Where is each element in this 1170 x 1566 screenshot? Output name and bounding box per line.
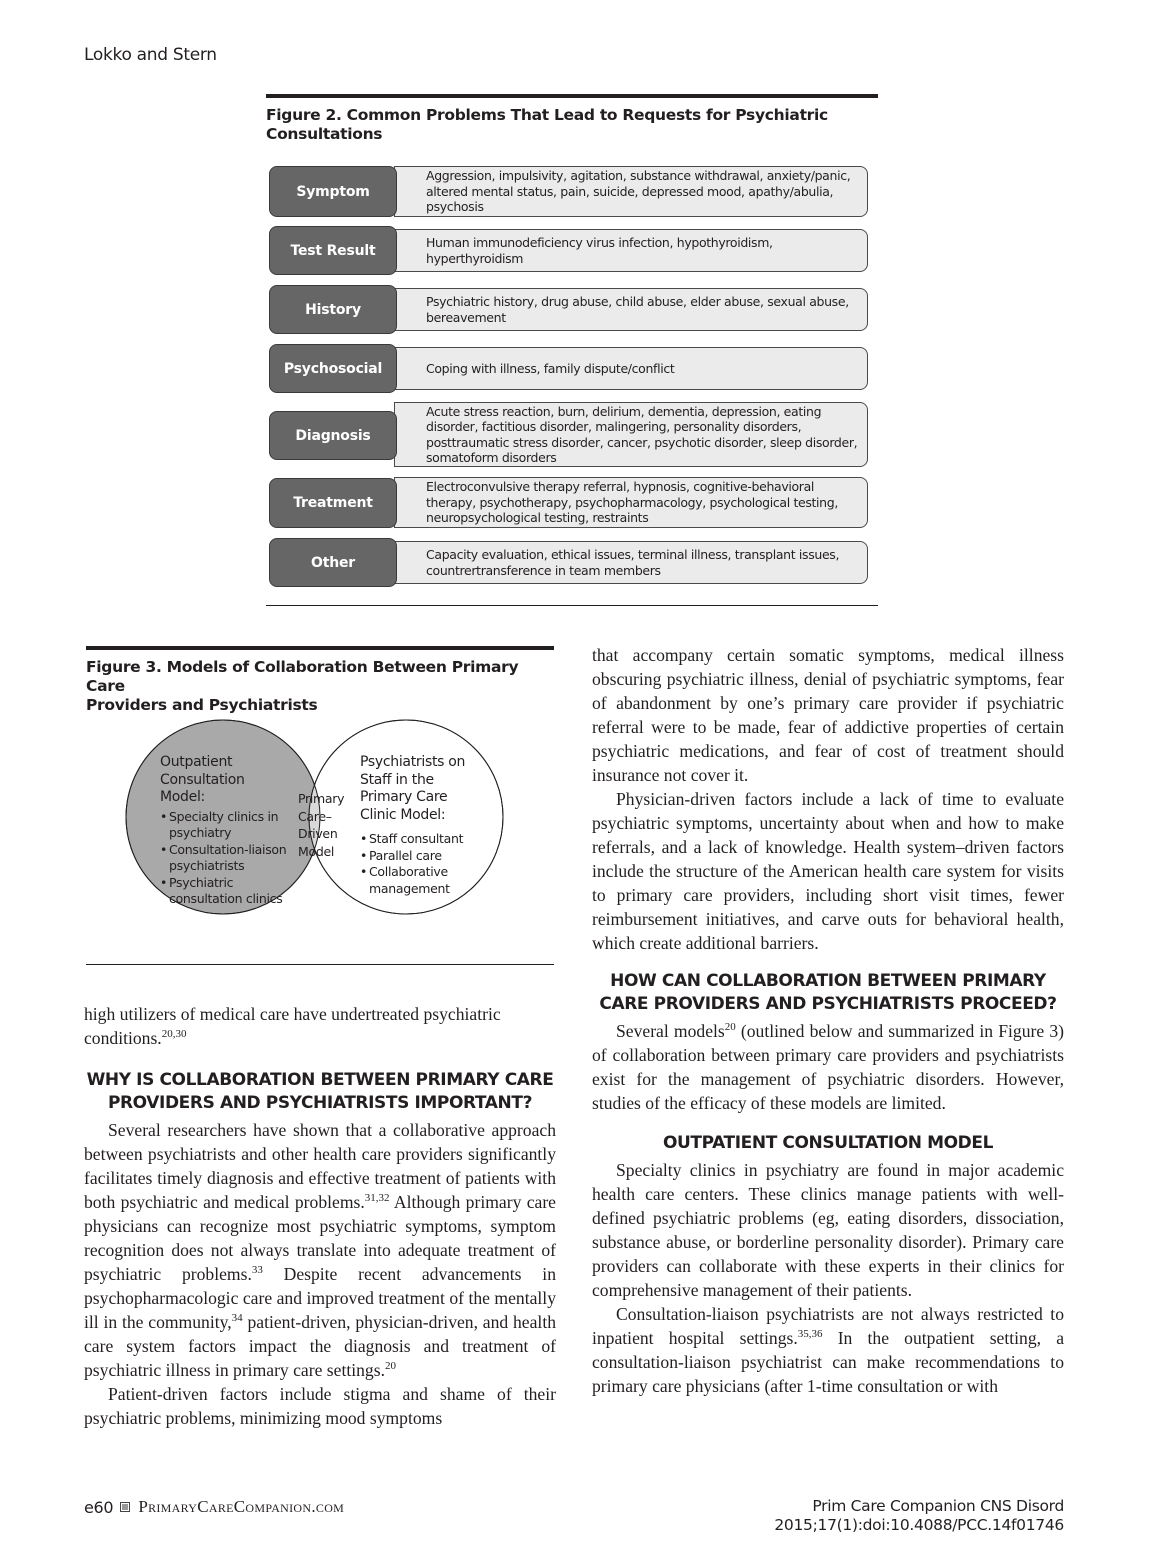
row-category: Diagnosis <box>269 411 397 460</box>
row-description: Coping with illness, family dispute/conflict <box>394 347 868 390</box>
row-description: Psychiatric history, drug abuse, child abuse, elder abuse, sexual abuse, bereavement <box>394 288 868 331</box>
row-category: History <box>269 285 397 334</box>
paragraph: Several models$^{20}$ (outlined below and summarized in Figure 3) of collaboration between primary care providers and psychiatrists exist for the management of psychiatric disorders. However, studies of the efficacy of these models are limited. <box>592 1021 1064 1113</box>
page-number: e60 <box>84 1497 114 1517</box>
paragraph: high utilizers of medical care have undertreated psychiatric conditions.$^{20,30}$ <box>84 1004 501 1048</box>
figure-bottom-rule <box>86 964 554 965</box>
figure-bottom-rule <box>266 605 878 606</box>
right-circle-label: Psychiatrists on Staff in the Primary Care Clinic Model: • Staff consultant • Parallel care • Collaborative management <box>360 754 480 897</box>
paragraph: Physician-driven factors include a lack of time to evaluate psychiatric symptoms, uncertainty about when and how to make referrals, and a lack of knowledge. Health system–driven factors include the structure of the American health care system for visits to primary care providers, including short visit times, fewer reimbursement initiatives, and carve outs for behavioral health, which create additional barriers. <box>592 789 1064 953</box>
left-circle-label: Outpatient Consultation Model: • Specialty clinics in psychiatry • Consultation-liaison psychiatrists • Psychiatric consultation clinics <box>160 754 300 908</box>
footer-citation: Prim Care Companion CNS Disord 2015;17(1):doi:10.4088/PCC.14f01746 <box>774 1497 1064 1534</box>
row-category: Test Result <box>269 226 397 275</box>
left-circle-list: • Specialty clinics in psychiatry • Consultation-liaison psychiatrists • Psychiatric consultation clinics <box>160 809 300 908</box>
figure-3-title: Figure 3. Models of Collaboration Between Primary Care Providers and Psychiatrists <box>86 658 519 714</box>
section-heading: OUTPATIENT CONSULTATION MODEL <box>662 1133 994 1153</box>
row-category: Treatment <box>269 478 397 528</box>
running-head: Lokko and Stern <box>84 45 217 65</box>
left-column <box>84 1002 556 1430</box>
figure-2 <box>266 94 878 578</box>
paragraph: Patient-driven factors include stigma and shame of their psychiatric problems, minimizing mood symptoms <box>84 1384 556 1428</box>
figure-3 <box>86 646 554 906</box>
row-description: Capacity evaluation, ethical issues, terminal illness, transplant issues, countrertransference in team members <box>394 541 868 584</box>
row-category: Psychosocial <box>269 344 397 393</box>
overlap-label: Primary Care–Driven Model <box>298 791 345 859</box>
paragraph: Consultation-liaison psychiatrists are not always restricted to inpatient hospital settings.$^{35,36}$ In the outpatient setting, a consultation-liaison psychiatrist can make recommendations to primary care physicians (after 1-time consultation or with <box>592 1304 1065 1396</box>
square-bullet-icon <box>120 1502 130 1512</box>
paragraph: Several researchers have shown that a collaborative approach between psychiatrists and other health care providers significantly facilitates timely diagnosis and effective treatment of patients with both psychiatric and medical problems.$^{31,32}$ Although primary care physicians can recognize most psychiatric symptoms, symptom recognition does not always translate into adequate treatment of psychiatric problems.$^{33}$ Despite recent advancements in psychopharmacologic care and improved treatment of the mentally ill in the community,$^{34}$ patient-driven, physician-driven, and health care system factors impact the diagnosis and treatment of psychiatric illness in primary care settings.$^{20}$ <box>84 1120 557 1380</box>
row-category: Symptom <box>269 166 397 217</box>
journal-website: PrimaryCareCompanion.com <box>138 1497 345 1516</box>
figure-2-title: Figure 2. Common Problems That Lead to Requests for Psychiatric Consultations <box>266 106 828 143</box>
right-column <box>592 643 1064 1398</box>
paragraph: Specialty clinics in psychiatry are found in major academic health care centers. These clinics manage patients with well-defined psychiatric problems (eg, eating disorders, dissociation, substance abuse, or borderline personality disorder). Primary care providers can collaborate with these experts in their clinics for comprehensive management of their patients. <box>592 1160 1064 1300</box>
row-description: Acute stress reaction, burn, delirium, dementia, depression, eating disorder, factitious disorder, malingering, personality disorders, posttraumatic stress disorder, cancer, psychotic disorder, sleep disorder, somatoform disorders <box>394 402 868 467</box>
section-heading: WHY IS COLLABORATION BETWEEN PRIMARY CARE PROVIDERS AND PSYCHIATRISTS IMPORTANT? <box>86 1070 554 1113</box>
section-heading: HOW CAN COLLABORATION BETWEEN PRIMARY CARE PROVIDERS AND PSYCHIATRISTS PROCEED? <box>599 971 1057 1014</box>
row-description: Aggression, impulsivity, agitation, substance withdrawal, anxiety/panic, altered mental status, pain, suicide, depressed mood, apathy/abulia, psychosis <box>394 166 868 217</box>
footer-left <box>84 1497 344 1517</box>
paragraph: that accompany certain somatic symptoms, medical illness obscuring psychiatric illness, denial of psychiatric symptoms, fear of abandonment by one’s primary care provider if psychiatric referral were to be made, fear of addictive properties of certain psychiatric medications, and fear of cost of treatment should insurance not cover it. <box>592 645 1064 785</box>
figure-top-rule <box>266 94 878 98</box>
row-description: Human immunodeficiency virus infection, hypothyroidism, hyperthyroidism <box>394 229 868 272</box>
row-description: Electroconvulsive therapy referral, hypnosis, cognitive-behavioral therapy, psychotherapy, psychopharmacology, psychological testing, neuropsychological testing, restraints <box>394 477 868 528</box>
right-circle-list: • Staff consultant • Parallel care • Collaborative management <box>360 831 480 897</box>
row-category: Other <box>269 538 397 587</box>
